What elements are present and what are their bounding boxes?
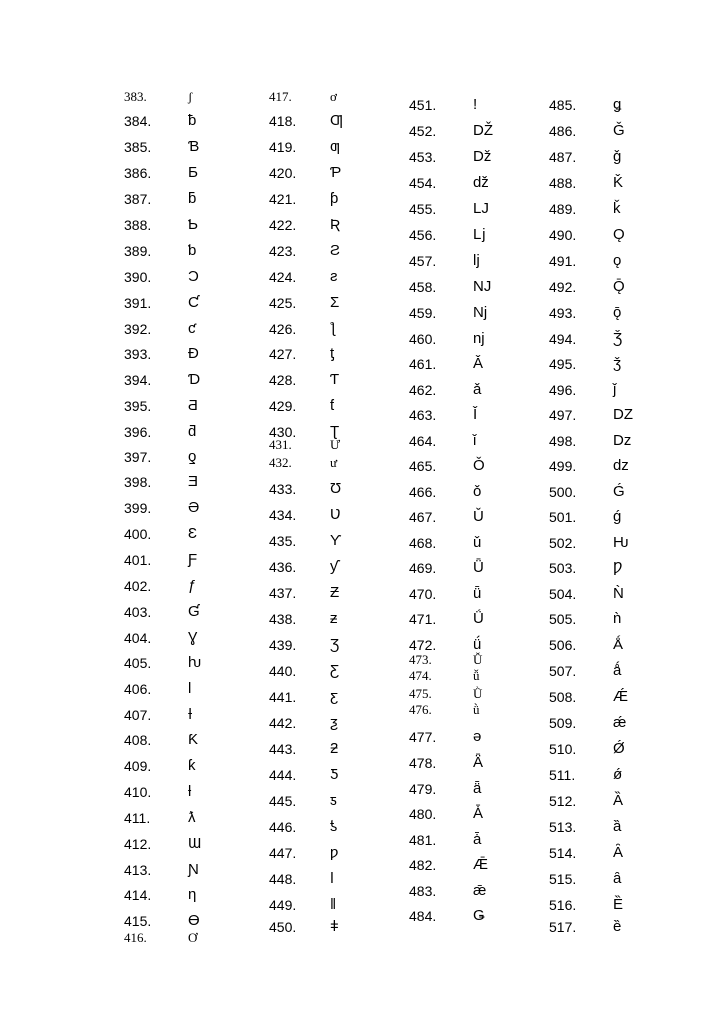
entry-number: 449. <box>269 897 297 913</box>
entry-character: Ɔ <box>188 268 199 285</box>
entry-character: ƽ <box>330 792 337 809</box>
entry-character: ǈ <box>473 226 486 243</box>
entry-character: Ɲ <box>188 861 199 878</box>
entry-character: Ɨ <box>188 706 193 723</box>
entry-number: 421. <box>269 191 297 207</box>
entry-character: Ǘ <box>473 610 484 627</box>
entry-character: Ǒ <box>473 457 485 474</box>
entry-character: ƒ <box>188 577 197 594</box>
entry-character: ȁ <box>613 818 622 835</box>
entry-number: 396. <box>124 424 152 440</box>
entry-number: 511. <box>549 767 576 783</box>
entry-character: Ǖ <box>473 559 484 576</box>
entry-number: 471. <box>409 611 437 627</box>
entry-number: 445. <box>269 793 297 809</box>
entry-character: Ʀ <box>330 216 341 233</box>
entry-character: ǅ <box>473 148 492 165</box>
entry-character: Ʋ <box>330 506 341 523</box>
entry-number: 489. <box>549 201 577 217</box>
entry-character: ǩ <box>613 200 621 217</box>
entry-number: 510. <box>549 741 577 757</box>
entry-character: Ƙ <box>188 731 199 748</box>
entry-character: ǒ <box>473 483 482 500</box>
entry-character: Ɣ <box>188 629 198 646</box>
entry-number: 432. <box>269 455 292 470</box>
entry-character: ǚ <box>473 668 480 683</box>
entry-number: 383. <box>124 89 147 104</box>
entry-character: ƃ <box>188 190 197 207</box>
entry-character: Ǉ <box>473 200 489 217</box>
entry-character: Ǆ <box>473 122 493 139</box>
entry-number: 498. <box>549 433 577 449</box>
entry-number: 467. <box>409 509 437 525</box>
entry-number: 456. <box>409 227 437 243</box>
entry-number: 491. <box>549 253 577 269</box>
entry-character: Ʊ <box>330 480 342 497</box>
entry-character: Ǝ <box>188 473 199 490</box>
entry-character: Ɗ <box>188 371 201 388</box>
entry-number: 405. <box>124 655 152 671</box>
entry-number: 390. <box>124 269 152 285</box>
entry-number: 401. <box>124 552 152 568</box>
entry-character: ƅ <box>188 242 197 259</box>
entry-number: 417. <box>269 89 292 104</box>
entry-number: 393. <box>124 346 152 362</box>
entry-character: ƺ <box>330 714 339 731</box>
entry-number: 425. <box>269 295 297 311</box>
entry-number: 502. <box>549 535 577 551</box>
entry-number: 461. <box>409 356 437 372</box>
entry-character: ƥ <box>330 190 339 207</box>
entry-character: ƭ <box>330 397 335 414</box>
entry-number: 407. <box>124 707 152 723</box>
entry-character: ǘ <box>473 636 482 653</box>
entry-number: 439. <box>269 637 297 653</box>
entry-character: ǧ <box>613 148 622 165</box>
entry-number: 515. <box>549 871 577 887</box>
entry-number: 458. <box>409 279 437 295</box>
entry-character: Ǹ <box>613 585 624 602</box>
entry-number: 389. <box>124 243 152 259</box>
entry-character: Ǭ <box>613 278 625 295</box>
entry-number: 477. <box>409 729 437 745</box>
entry-character: Ɛ <box>188 525 198 542</box>
entry-number: 429. <box>269 398 297 414</box>
entry-character: Ǵ <box>613 483 625 500</box>
entry-number: 416. <box>124 930 147 945</box>
entry-number: 437. <box>269 585 297 601</box>
entry-character: Ƌ <box>188 397 198 414</box>
entry-character: ǰ <box>613 381 617 398</box>
entry-character: Ǔ <box>473 508 484 525</box>
entry-number: 470. <box>409 586 437 602</box>
entry-character: ǁ <box>330 896 337 913</box>
entry-number: 394. <box>124 372 152 388</box>
entry-character: ǻ <box>613 662 622 679</box>
entry-character: Ʒ <box>330 636 340 653</box>
entry-character: Ƣ <box>330 112 344 129</box>
entry-number: 436. <box>269 559 297 575</box>
entry-character: Ƴ <box>330 532 342 549</box>
entry-number: 473. <box>409 652 432 667</box>
entry-character: ư <box>330 455 338 470</box>
entry-number: 384. <box>124 113 152 129</box>
entry-character: ƹ <box>330 688 339 705</box>
entry-character: ǲ <box>613 432 632 449</box>
entry-character: ƾ <box>330 818 338 835</box>
entry-character: ǹ <box>613 610 622 627</box>
entry-character: ǥ <box>613 96 622 113</box>
entry-number: 435. <box>269 533 297 549</box>
entry-number: 406. <box>124 681 152 697</box>
entry-number: 427. <box>269 346 297 362</box>
entry-character: ƿ <box>330 844 339 861</box>
entry-character: ʃ <box>188 89 193 104</box>
entry-character: ƴ <box>330 558 338 575</box>
entry-character: Ƿ <box>613 559 623 576</box>
entry-number: 403. <box>124 604 152 620</box>
entry-number: 509. <box>549 715 577 731</box>
entry-number: 464. <box>409 433 437 449</box>
entry-character: Ƅ <box>188 216 198 233</box>
entry-number: 452. <box>409 123 437 139</box>
entry-character: ǂ <box>330 918 339 935</box>
entry-character: Ƽ <box>330 766 339 783</box>
entry-number: 392. <box>124 321 152 337</box>
entry-number: 414. <box>124 887 152 903</box>
entry-character: ǉ <box>473 252 480 269</box>
entry-character: ǫ <box>613 252 622 269</box>
entry-character: ǖ <box>473 585 482 602</box>
entry-character: Ȃ <box>613 844 624 861</box>
entry-number: 418. <box>269 113 297 129</box>
entry-character: Ɖ <box>188 345 199 362</box>
entry-number: 508. <box>549 689 577 705</box>
entry-number: 466. <box>409 484 437 500</box>
entry-number: 472. <box>409 637 437 653</box>
entry-character: ƀ <box>188 112 197 129</box>
entry-character: ǭ <box>613 304 622 321</box>
entry-character: Ơ <box>188 930 198 945</box>
entry-number: 513. <box>549 819 577 835</box>
entry-number: 485. <box>549 97 577 113</box>
entry-number: 431. <box>269 437 292 452</box>
entry-number: 462. <box>409 382 437 398</box>
entry-character: ǎ <box>473 381 482 398</box>
entry-character: ƫ <box>330 345 335 362</box>
entry-number: 419. <box>269 139 297 155</box>
entry-number: 483. <box>409 883 437 899</box>
entry-character: Ǩ <box>613 174 624 191</box>
entry-number: 415. <box>124 913 152 929</box>
entry-character: ƻ <box>330 740 339 757</box>
entry-character: ȃ <box>613 870 622 887</box>
entry-character: ƞ <box>188 886 197 903</box>
entry-character: ƶ <box>330 610 338 627</box>
entry-number: 430. <box>269 424 297 440</box>
entry-number: 505. <box>549 611 577 627</box>
entry-number: 400. <box>124 526 152 542</box>
entry-number: 423. <box>269 243 297 259</box>
entry-number: 409. <box>124 758 152 774</box>
entry-character: Ǌ <box>473 278 492 295</box>
entry-number: 512. <box>549 793 577 809</box>
entry-character: ƣ <box>330 138 341 155</box>
entry-number: 438. <box>269 611 297 627</box>
entry-character: Ǡ <box>473 805 484 822</box>
entry-number: 411. <box>124 810 151 826</box>
entry-character: ƌ <box>188 423 197 440</box>
entry-character: Ʈ <box>330 423 340 440</box>
entry-character: Ƈ <box>188 294 199 311</box>
entry-number: 448. <box>269 871 297 887</box>
entry-number: 484. <box>409 908 437 924</box>
entry-character: ǯ <box>613 355 622 372</box>
entry-number: 399. <box>124 500 152 516</box>
entry-number: 480. <box>409 806 437 822</box>
entry-number: 490. <box>549 227 577 243</box>
entry-number: 469. <box>409 560 437 576</box>
entry-character: ǟ <box>473 780 482 797</box>
entry-number: 495. <box>549 356 577 372</box>
entry-number: 493. <box>549 305 577 321</box>
entry-number: 402. <box>124 578 152 594</box>
entry-character: Ƨ <box>330 242 341 259</box>
entry-number: 476. <box>409 702 432 717</box>
entry-number: 454. <box>409 175 437 191</box>
entry-number: 478. <box>409 755 437 771</box>
entry-number: 442. <box>269 715 297 731</box>
entry-character: Ǐ <box>473 406 478 423</box>
entry-number: 496. <box>549 382 577 398</box>
entry-character: Ɓ <box>188 138 200 155</box>
entry-character: Ǟ <box>473 754 484 771</box>
entry-character: Ɵ <box>188 912 200 929</box>
entry-character: ǀ <box>330 870 334 887</box>
entry-character: Ǎ <box>473 355 484 372</box>
entry-number: 408. <box>124 732 152 748</box>
entry-character: Ʃ <box>330 294 340 311</box>
entry-number: 446. <box>269 819 297 835</box>
entry-character: ǵ <box>613 508 622 525</box>
entry-number: 481. <box>409 832 437 848</box>
entry-character: ƙ <box>188 757 196 774</box>
entry-number: 451. <box>409 97 437 113</box>
entry-character: Ǚ <box>473 652 483 667</box>
entry-character: Ə <box>188 499 200 516</box>
entry-character: Ǽ <box>613 688 628 705</box>
entry-number: 503. <box>549 560 577 576</box>
entry-number: 455. <box>409 201 437 217</box>
entry-character: ǜ <box>473 702 480 717</box>
entry-character: Ǧ <box>613 122 625 139</box>
entry-number: 468. <box>409 535 437 551</box>
entry-number: 413. <box>124 862 152 878</box>
entry-number: 433. <box>269 481 297 497</box>
entry-number: 459. <box>409 305 437 321</box>
entry-number: 385. <box>124 139 152 155</box>
entry-character: Ǣ <box>473 856 488 873</box>
entry-character: ƪ <box>330 320 336 337</box>
entry-character: Ƹ <box>330 662 340 679</box>
entry-number: 516. <box>549 897 577 913</box>
entry-character: ǝ <box>473 728 482 745</box>
entry-number: 453. <box>409 149 437 165</box>
entry-character: ǿ <box>613 766 623 783</box>
entry-character: Ƃ <box>188 164 198 181</box>
entry-number: 486. <box>549 123 577 139</box>
entry-character: Ƭ <box>330 371 340 388</box>
entry-character: Ɩ <box>188 680 192 697</box>
entry-number: 398. <box>124 474 152 490</box>
entry-character: ǡ <box>473 831 482 848</box>
entry-character: ƕ <box>188 654 202 671</box>
entry-number: 441. <box>269 689 297 705</box>
entry-number: 395. <box>124 398 152 414</box>
entry-number: 447. <box>269 845 297 861</box>
entry-number: 444. <box>269 767 297 783</box>
entry-character: Ƥ <box>330 164 342 181</box>
entry-character: Ǯ <box>613 330 623 347</box>
entry-number: 475. <box>409 686 432 701</box>
entry-character: ǋ <box>473 304 488 321</box>
entry-number: 410. <box>124 784 152 800</box>
entry-number: 420. <box>269 165 297 181</box>
entry-character: Ɠ <box>188 603 200 620</box>
entry-number: 422. <box>269 217 297 233</box>
entry-character: ǃ <box>473 96 478 113</box>
entry-number: 386. <box>124 165 152 181</box>
entry-number: 494. <box>549 331 577 347</box>
entry-character: Ǳ <box>613 406 633 423</box>
entry-character: Ȅ <box>613 896 624 913</box>
entry-number: 514. <box>549 845 577 861</box>
entry-number: 517. <box>549 919 577 935</box>
entry-character: Ƶ <box>330 584 340 601</box>
entry-number: 501. <box>549 509 577 525</box>
entry-number: 492. <box>549 279 577 295</box>
entry-number: 434. <box>269 507 297 523</box>
entry-number: 465. <box>409 458 437 474</box>
entry-character: Ǜ <box>473 686 483 701</box>
entry-character: Ư <box>330 437 341 452</box>
entry-number: 397. <box>124 449 152 465</box>
entry-character: Ǥ <box>473 907 485 924</box>
entry-number: 460. <box>409 331 437 347</box>
entry-number: 412. <box>124 836 152 852</box>
entry-number: 488. <box>549 175 577 191</box>
entry-character: ƨ <box>330 268 338 285</box>
entry-character: ǐ <box>473 432 477 449</box>
entry-number: 443. <box>269 741 297 757</box>
entry-character: Ƒ <box>188 551 198 568</box>
entry-character: ǣ <box>473 882 487 899</box>
entry-number: 450. <box>269 919 297 935</box>
entry-character: Ȁ <box>613 792 624 809</box>
entry-character: ǳ <box>613 457 629 474</box>
entry-number: 487. <box>549 149 577 165</box>
entry-number: 457. <box>409 253 437 269</box>
entry-character: ǆ <box>473 174 489 191</box>
entry-character: Ǿ <box>613 740 625 757</box>
entry-number: 504. <box>549 586 577 602</box>
entry-number: 499. <box>549 458 577 474</box>
entry-character: ơ <box>330 89 337 104</box>
entry-number: 387. <box>124 191 152 207</box>
entry-character: ƍ <box>188 448 197 465</box>
entry-character: ǌ <box>473 330 485 347</box>
entry-number: 424. <box>269 269 297 285</box>
entry-character: ǽ <box>613 714 627 731</box>
entry-character: ƛ <box>188 809 196 826</box>
entry-number: 391. <box>124 295 152 311</box>
entry-character: Ǫ <box>613 226 625 243</box>
entry-number: 428. <box>269 372 297 388</box>
entry-character: ǔ <box>473 534 482 551</box>
entry-number: 388. <box>124 217 152 233</box>
entry-number: 497. <box>549 407 577 423</box>
entry-number: 506. <box>549 637 577 653</box>
entry-number: 474. <box>409 668 432 683</box>
entry-character: ȅ <box>613 918 622 935</box>
entry-character: Ƕ <box>613 534 629 551</box>
entry-number: 426. <box>269 321 297 337</box>
entry-number: 482. <box>409 857 437 873</box>
entry-character: ƚ <box>188 783 192 800</box>
entry-number: 463. <box>409 407 437 423</box>
entry-number: 479. <box>409 781 437 797</box>
entry-character: Ɯ <box>188 835 202 852</box>
entry-number: 440. <box>269 663 297 679</box>
entry-character: Ǻ <box>613 636 624 653</box>
entry-number: 500. <box>549 484 577 500</box>
entry-number: 404. <box>124 630 152 646</box>
entry-character: ƈ <box>188 320 196 337</box>
entry-number: 507. <box>549 663 577 679</box>
